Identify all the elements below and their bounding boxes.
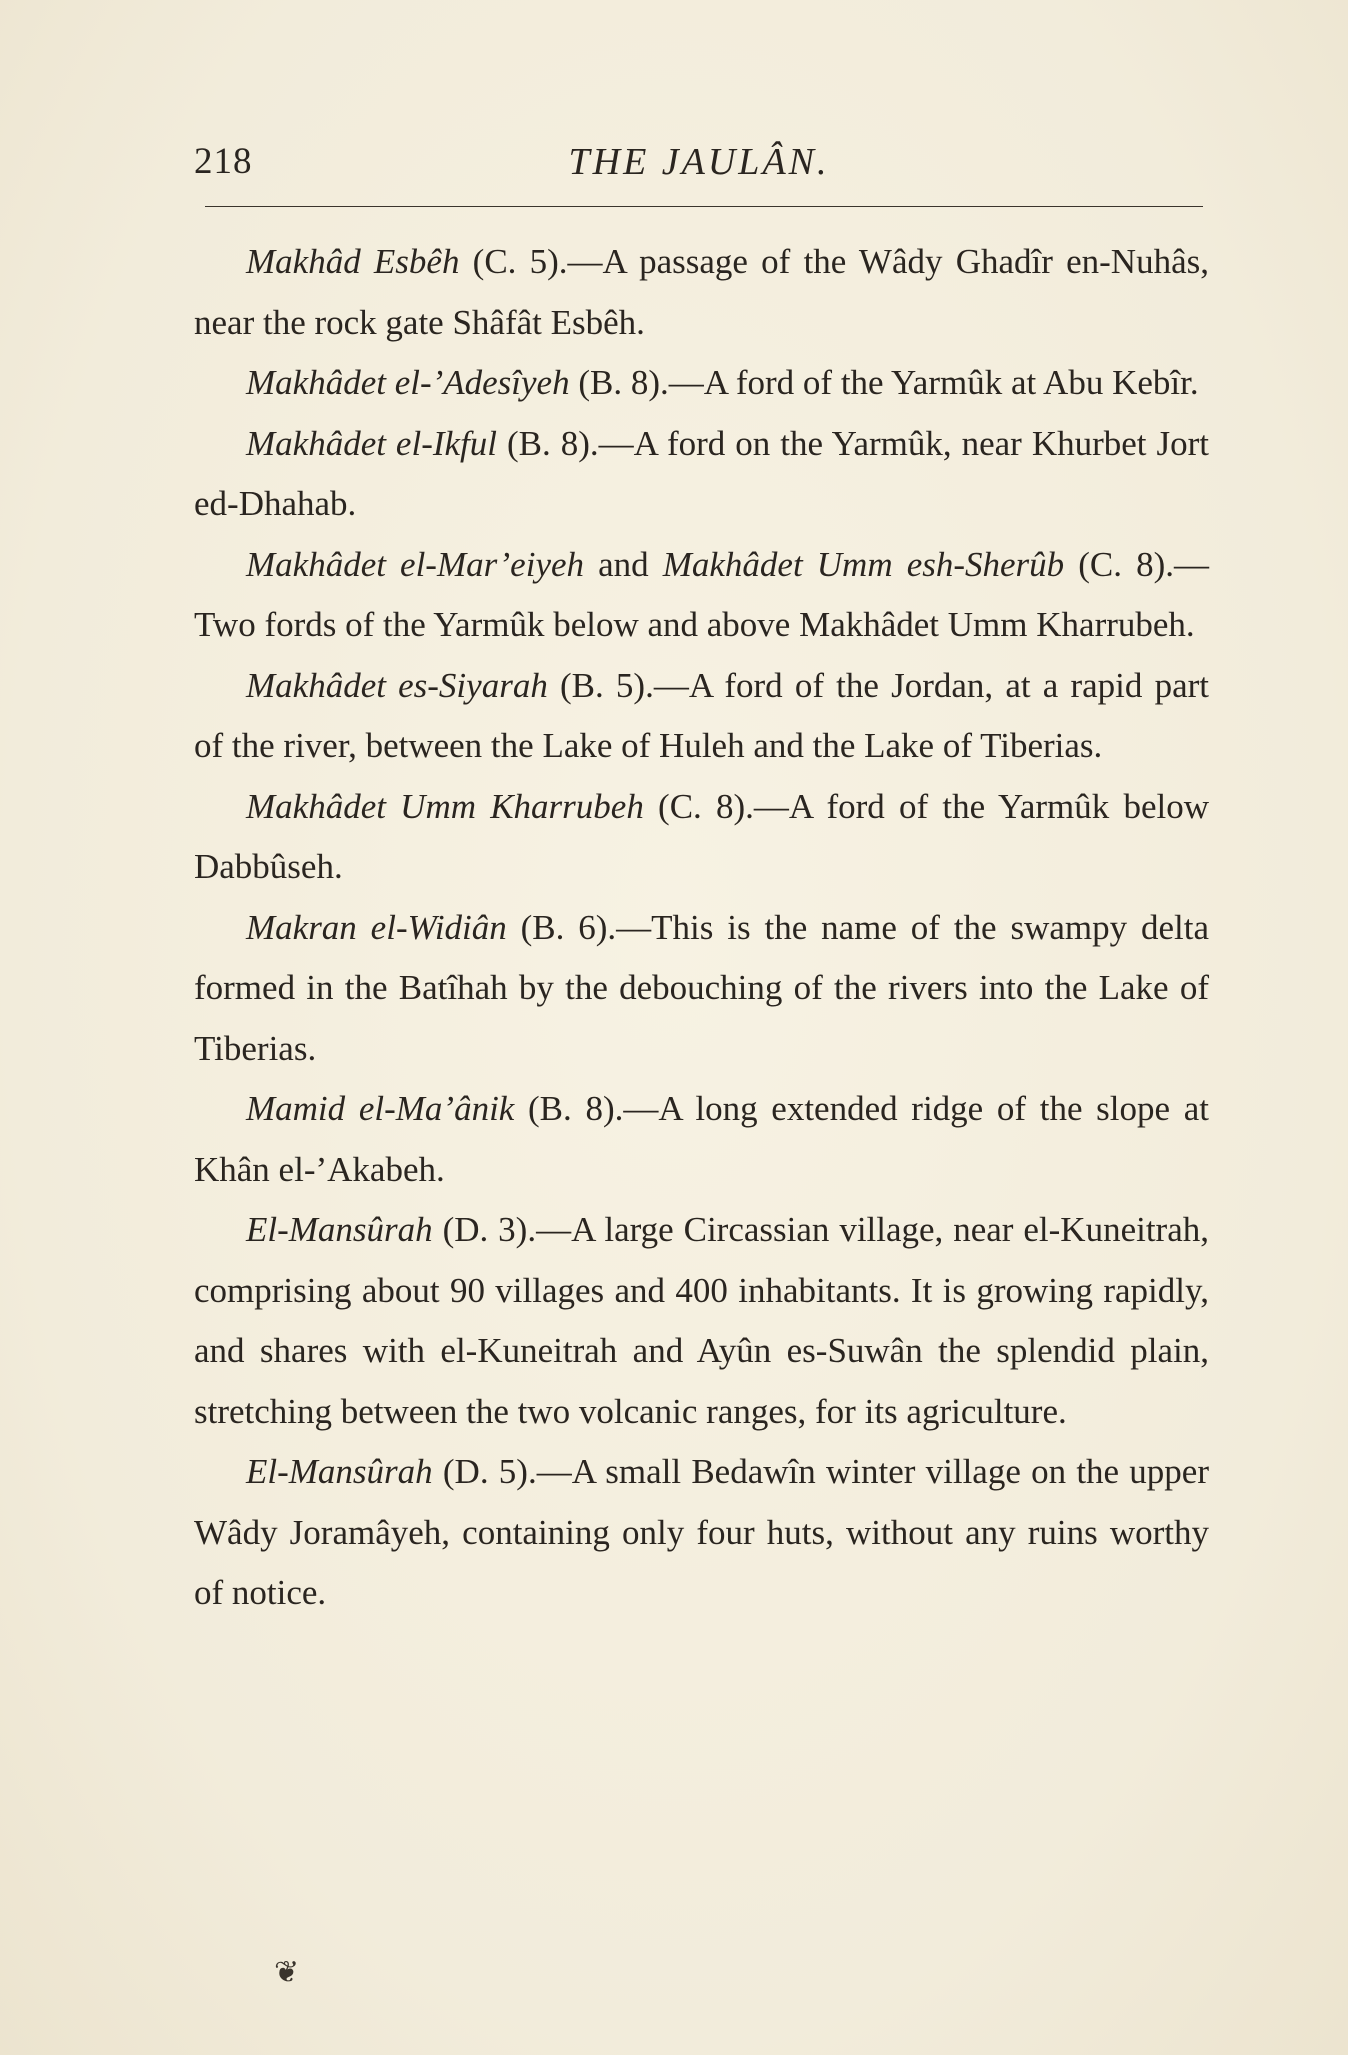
gazetteer-text bbox=[194, 232, 1209, 1624]
entry-description: (B. 6).—This is the name of the swampy delta formed in the Batîhah by the debouching of the rivers into the Lake of Tiberias. bbox=[194, 907, 1209, 1068]
entry-el-mansurah-d3 bbox=[194, 1200, 1209, 1442]
page-header bbox=[194, 140, 1204, 190]
entry-el-mansurah-d5 bbox=[194, 1442, 1209, 1624]
entry-term: El-Mansûrah bbox=[246, 1452, 433, 1491]
entry-term: El-Mansûrah bbox=[246, 1210, 433, 1249]
entry-makhad-esbeh bbox=[194, 232, 1209, 353]
entry-description: (B. 5).—A ford of the Jordan, at a rapid part of the river, between the Lake of Huleh and the Lake of Tiberias. bbox=[194, 665, 1209, 765]
entry-description: (B. 8).—A ford on the Yarmûk, near Khurbet Jort ed-Dhahab. bbox=[194, 423, 1209, 523]
printers-mark-icon: ❦ bbox=[274, 1956, 300, 1989]
entry-description: (B. 8).—A ford of the Yarmûk at Abu Kebîr. bbox=[569, 363, 1199, 402]
entry-term: Makhâdet el-Mar’eiyeh bbox=[246, 544, 585, 584]
entry-makran-el-widian bbox=[194, 898, 1209, 1080]
header-rule bbox=[205, 206, 1203, 207]
entry-term: Makhâdet Umm Kharrubeh bbox=[246, 786, 644, 826]
running-title: THE JAULÂN. bbox=[568, 141, 830, 183]
entry-term-second: Makhâdet Umm esh-Sherûb bbox=[662, 544, 1065, 584]
entry-description: (D. 5).—A small Bedawîn winter village on the upper Wâdy Joramâyeh, containing only four huts, without any ruins worthy of notice. bbox=[194, 1452, 1209, 1612]
entry-mamid-el-maanik bbox=[194, 1079, 1209, 1200]
entry-description: (C. 5).—A passage of the Wâdy Ghadîr en-Nuhâs, near the rock gate Shâfât Esbêh. bbox=[194, 242, 1209, 342]
entry-description: (D. 3).—A large Circassian village, near el-Kuneitrah, comprising about 90 villages and 400 inhabitants. It is growing rapidly, and shares with el-Kuneitrah and Ayûn es-Suwân the splendid plain, stretching between the two volcanic ranges, for its agriculture. bbox=[194, 1210, 1209, 1431]
entry-term: Makhâdet el-’Adesîyeh bbox=[246, 363, 570, 402]
entry-description: (C. 8).—Two fords of the Yarmûk below and above Makhâdet Umm Kharrubeh. bbox=[194, 544, 1209, 644]
entry-description: (B. 8).—A long extended ridge of the slope at Khân el-’Akabeh. bbox=[194, 1089, 1209, 1189]
entry-makhadet-umm-kharrubeh bbox=[194, 777, 1209, 898]
entry-term: Mamid el-Ma’ânik bbox=[246, 1089, 515, 1128]
entry-term: Makran el-Widiân bbox=[246, 907, 507, 947]
entry-makhadet-el-ikful bbox=[194, 414, 1209, 535]
entry-makhadet-es-siyarah bbox=[194, 656, 1209, 777]
entry-term: Makhâdet es-Siyarah bbox=[246, 665, 548, 705]
entry-makhadet-el-mareiyeh bbox=[194, 535, 1209, 656]
entry-description: (C. 8).—A ford of the Yarmûk below Dabbûseh. bbox=[194, 786, 1209, 886]
entry-makhadet-el-adesiyeh bbox=[194, 353, 1209, 414]
page-number: 218 bbox=[194, 141, 253, 182]
entry-connector: and bbox=[584, 544, 663, 584]
entry-term: Makhâd Esbêh bbox=[246, 242, 460, 281]
entry-term: Makhâdet el-Ikful bbox=[246, 423, 497, 463]
